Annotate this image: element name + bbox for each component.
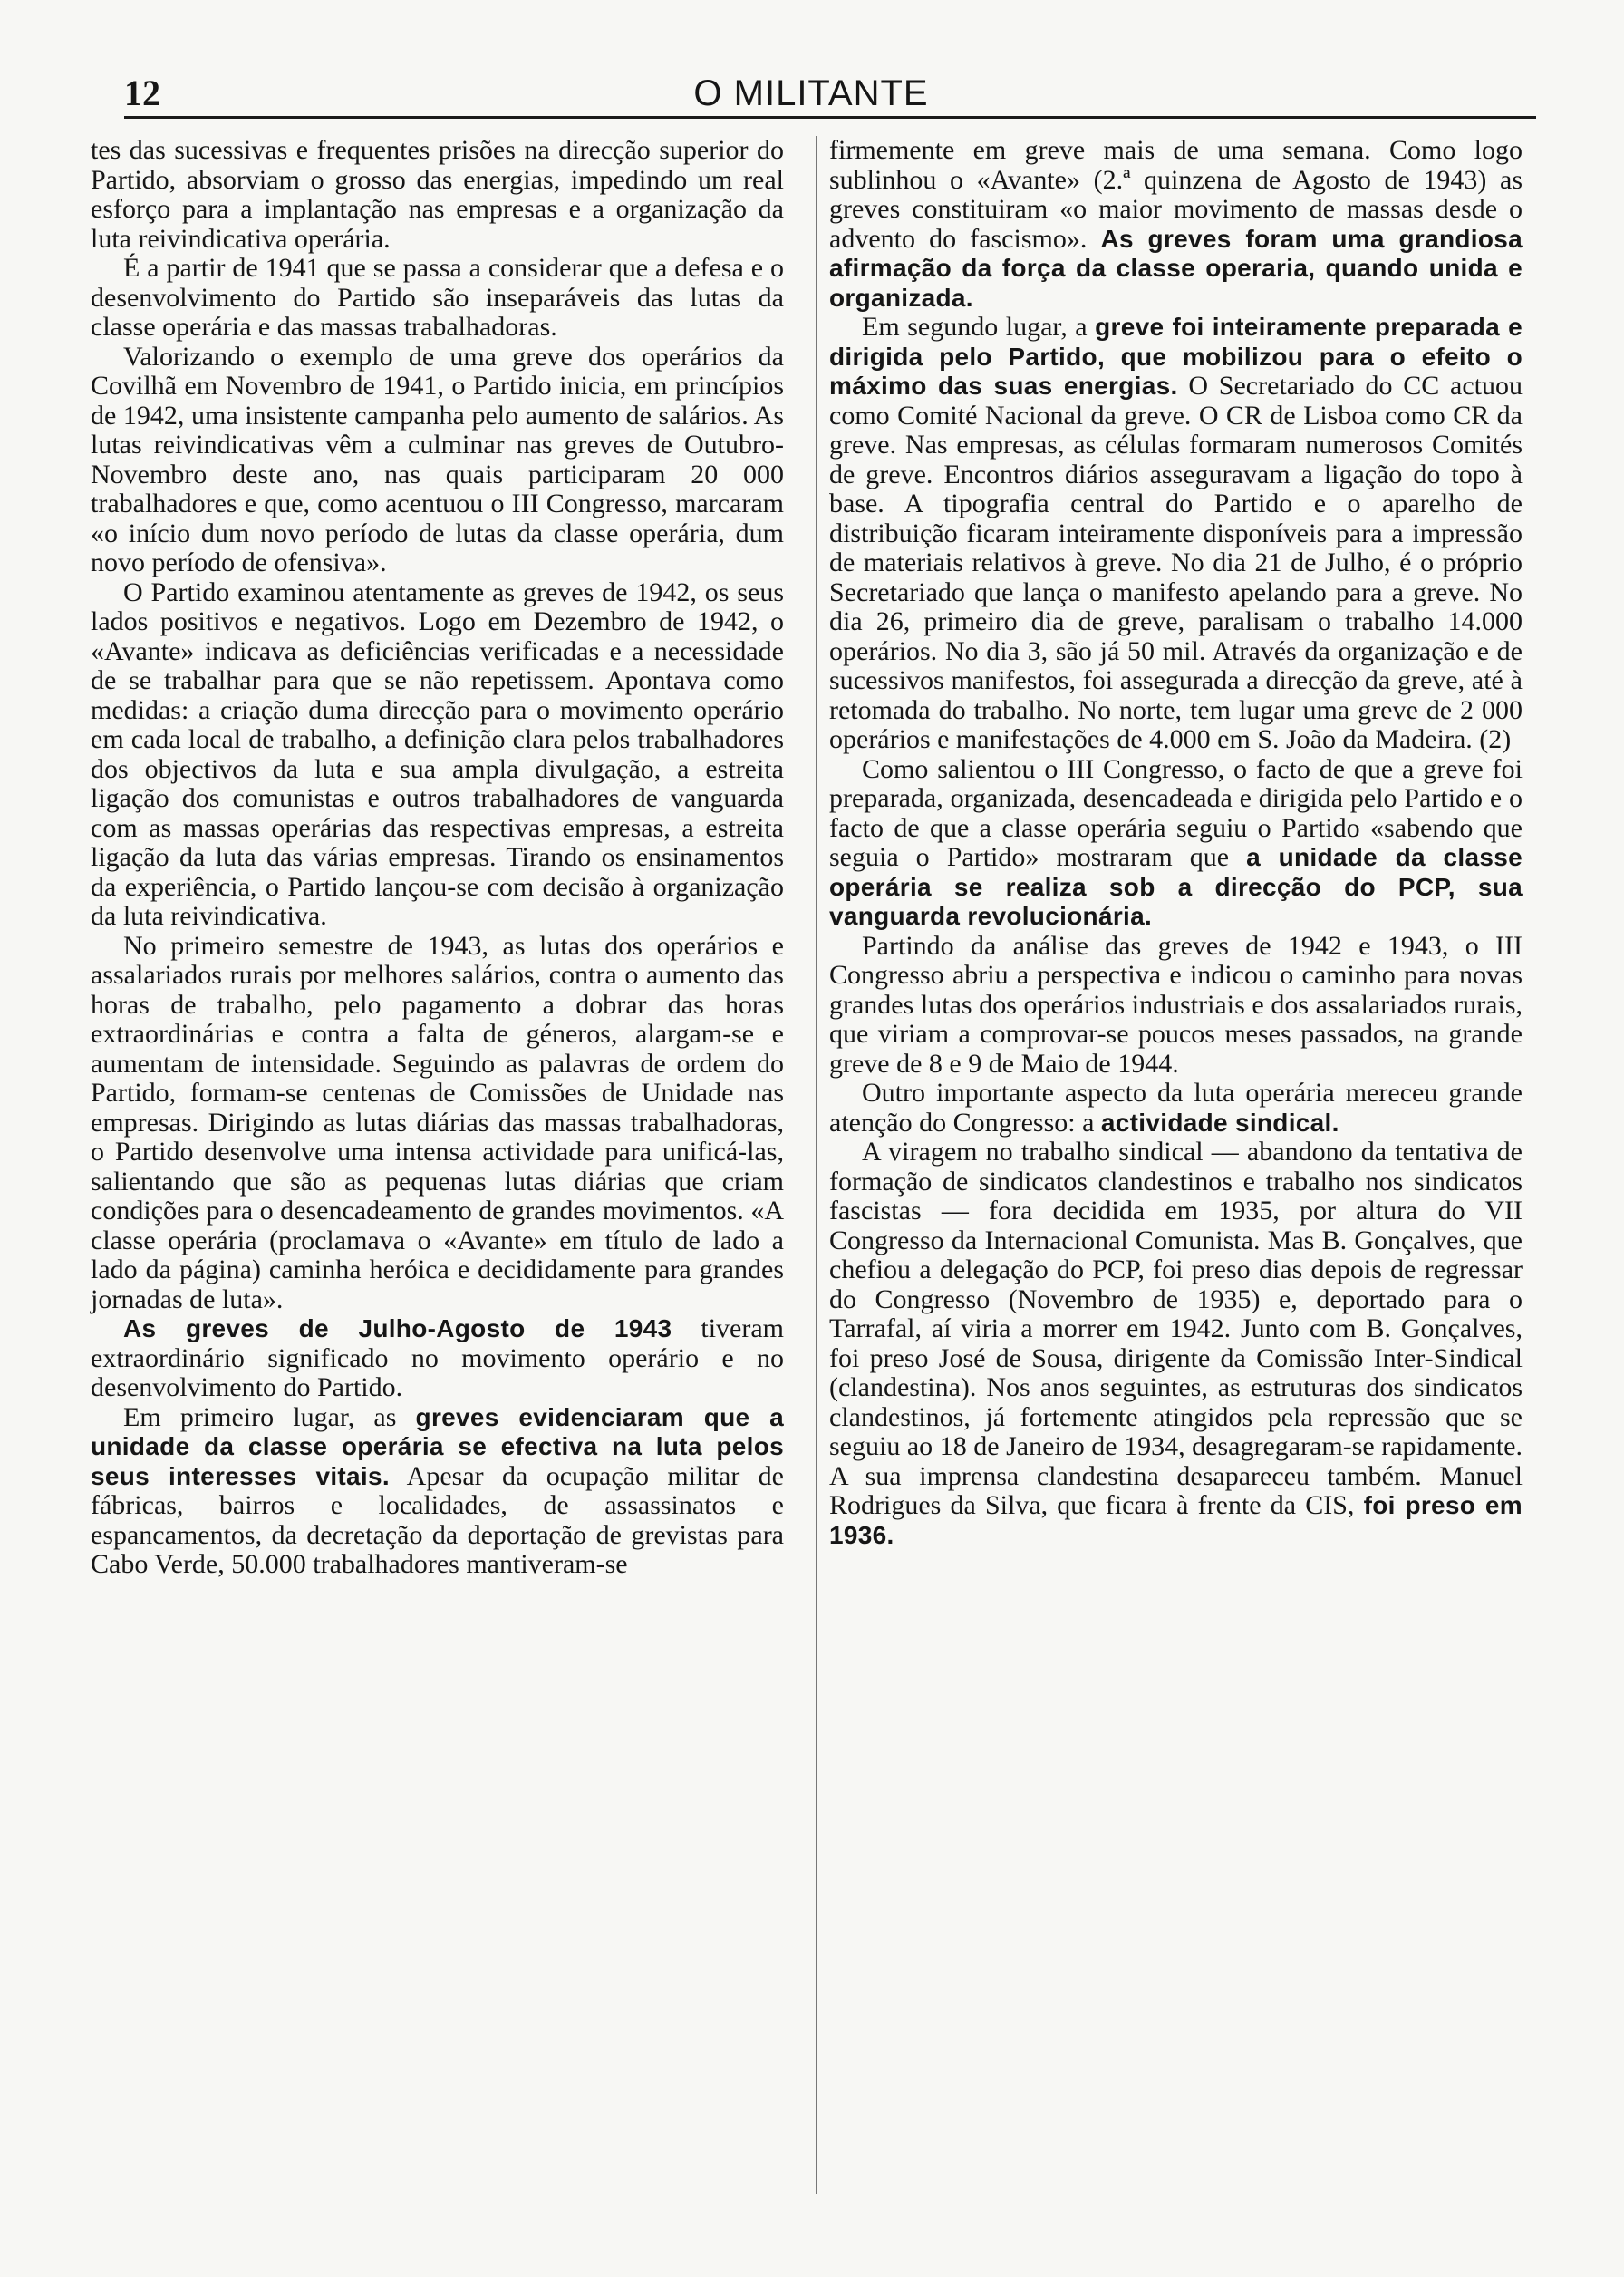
paragraph [91, 1314, 784, 1403]
text-run: Em segundo lugar, a [862, 312, 1096, 342]
header-rule [124, 116, 1536, 119]
text-run: Partindo da análise das greves de 1942 e 1943, o III Congresso abriu a perspectiva e indicou o caminho para novas grandes lutas dos operários industriais e dos assalariados rurais, que viriam a comprovar-se poucos meses passados, na grande greve de 8 e 9 de Maio de 1944. [829, 930, 1522, 1079]
bold-run: a unidade da classe operária se realiza sob a direcção do PCP, sua vanguarda revolucionária. [829, 843, 1522, 930]
text-run: O Secretariado do CC actuou como Comité Nacional da greve. O CR de Lisboa como CR da greve. Nas empresas, as células formaram numerosos Comités de greve. Encontros diários asseguravam a ligação do topo à base. A tipografia central do Partido e o aparelho de distribuição ficaram inteiramente disponíveis para a impressão de materiais relativos à greve. No dia 21 de Julho, é o próprio Secretariado que lança o manifesto apelando para a greve. No dia 26, primeiro dia de greve, paralisam o trabalho 14.000 operários. No dia 3, são já 50 mil. Através da organização e de sucessivos manifestos, foi assegurada a direcção da greve, até à retomada do trabalho. No norte, tem lugar uma greve de 2 000 operários e manifestações de 4.000 em S. João da Madeira. (2) [829, 371, 1522, 754]
text-run: firmemente em greve mais de uma semana. Como logo sublinhou o «Avante» (2.ª quinzena de Agosto de 1943) as greves constituiram «o maior movimento de massas desde o advento do fascismo». [829, 135, 1522, 254]
paragraph [91, 1403, 784, 1580]
bold-run: As greves foram uma grandiosa afirmação da força da classe operaria, quando unida e organizada. [829, 224, 1523, 312]
text-run: A viragem no trabalho sindical — abandono da tentativa de formação de sindicatos clandestinos e trabalho nos sindicatos fascistas — fora decidida em 1935, por altura do VII Congresso da Internacional Comunista. Mas B. Gonçalves, que chefiou a delegação do PCP, foi preso dias depois de regressar do Congresso (Novembro de 1935) e, deportado para o Tarrafal, aí viria a morrer em 1942. Junto com B. Gonçalves, foi preso José de Sousa, dirigente da Comissão Inter-Sindical (clandestina). Nos anos seguintes, as estruturas dos sindicatos clandestinos, já fortemente atingidos pela repressão que se seguiu ao 18 de Janeiro de 1934, desagregaram-se rapidamente. A sua imprensa clandestina desapareceu também. Manuel Rodrigues da Silva, que ficara à frente da CIS, [829, 1137, 1522, 1520]
paragraph [829, 755, 1522, 932]
text-run: Como salientou o III Congresso, o facto de que a greve foi preparada, organizada, desencadeada e dirigida pelo Partido e o facto de que a classe operária seguiu o Partido «sabendo que seguia o Partido» mostraram que [829, 753, 1522, 872]
right-column [829, 136, 1522, 1550]
text-run: Outro importante aspecto da luta operária mereceu grande atenção do Congresso: a [829, 1078, 1522, 1138]
bold-run: greves evidenciaram que a unidade da classe operária se efectiva na luta pelos seus interesses vitais. [91, 1402, 784, 1490]
text-run: Apesar da ocupação militar de fábricas, bairros e localidades, de assassinatos e espancamentos, da decretação da deportação de grevistas para Cabo Verde, 50.000 trabalhadores mantiveram-se [91, 1460, 784, 1579]
bold-run: As greves de Julho-Agosto de 1943 [123, 1314, 672, 1342]
text-run: Valorizando o exemplo de uma greve dos operários da Covilhã em Novembro de 1941, o Partido inicia, em princípios de 1942, uma insistente campanha pelo aumento de salários. As lutas reivindicativas vêm a culminar nas greves de Outubro-Novembro deste ano, nas quais participaram 20 000 trabalhadores e que, como acentuou o III Congresso, marcaram «o início dum novo período de lutas da classe operária, dum novo período de ofensiva». [91, 341, 784, 577]
paragraph [91, 932, 784, 1315]
text-run: No primeiro semestre de 1943, as lutas dos operários e assalariados rurais por melhores salários, contra o aumento das horas de trabalho, pelo pagamento a dobrar das horas extraordinárias e contra a falta de géneros, alargam-se e aumentam de intensidade. Seguindo as palavras de ordem do Partido, formam-se centenas de Comissões de Unidade nas empresas. Dirigindo as lutas diárias das massas trabalhadoras, o Partido desenvolve uma intensa actividade para unificá-las, salientando que são as pequenas lutas diárias que criam condições para o desencadeamento de grandes movimentos. «A classe operária (proclamava o «Avante» em título de lado a lado da página) caminha heróica e decididamente para grandes jornadas de luta». [91, 930, 784, 1314]
bold-run: actividade sindical. [1100, 1108, 1339, 1137]
paragraph [91, 136, 784, 254]
text-run: É a partir de 1941 que se passa a considerar que a defesa e o desenvolvimento do Partido são inseparáveis das lutas da classe operária e das massas trabalhadoras. [91, 253, 784, 342]
paragraph [829, 136, 1522, 313]
paragraph [91, 578, 784, 932]
text-run: tiveram extraordinário significado no movimento operário e no desenvolvimento do Partido. [91, 1313, 784, 1402]
page-title: O MILITANTE [693, 73, 929, 113]
page-header [86, 71, 1536, 116]
column-divider [816, 136, 817, 2194]
paragraph [91, 254, 784, 343]
paragraph [829, 1138, 1522, 1550]
bold-run: greve foi inteiramente preparada e dirigida pelo Partido, que mobilizou para o efeito o máximo das suas energias. [829, 313, 1523, 400]
bold-run: foi preso em 1936. [829, 1491, 1522, 1549]
text-run: tes das sucessivas e frequentes prisões na direcção superior do Partido, absorviam o grosso das energias, impedindo um real esforço para a implantação nas empresas e a organização da luta reivindicativa operária. [91, 135, 784, 254]
paragraph [829, 313, 1522, 755]
page-number: 12 [124, 73, 160, 113]
paragraph [91, 343, 784, 578]
left-column [91, 136, 784, 1580]
text-run: O Partido examinou atentamente as greves de 1942, os seus lados positivos e negativos. Logo em Dezembro de 1942, o «Avante» indicava as deficiências verificadas e a necessidade de se trabalhar para que se não repetissem. Apontava como medidas: a criação duma direcção para o movimento operário em cada local de trabalho, a definição clara pelos trabalhadores dos objectivos da luta e sua ampla divulgação, a estreita ligação dos comunistas e outros trabalhadores de vanguarda com as massas operárias das respectivas empresas, a estreita ligação da luta das várias empresas. Tirando os ensinamentos da experiência, o Partido lançou-se com decisão à organização da luta reivindicativa. [91, 577, 784, 931]
paragraph [829, 1079, 1522, 1138]
paragraph [829, 932, 1522, 1080]
text-run: Em primeiro lugar, as [123, 1401, 416, 1432]
